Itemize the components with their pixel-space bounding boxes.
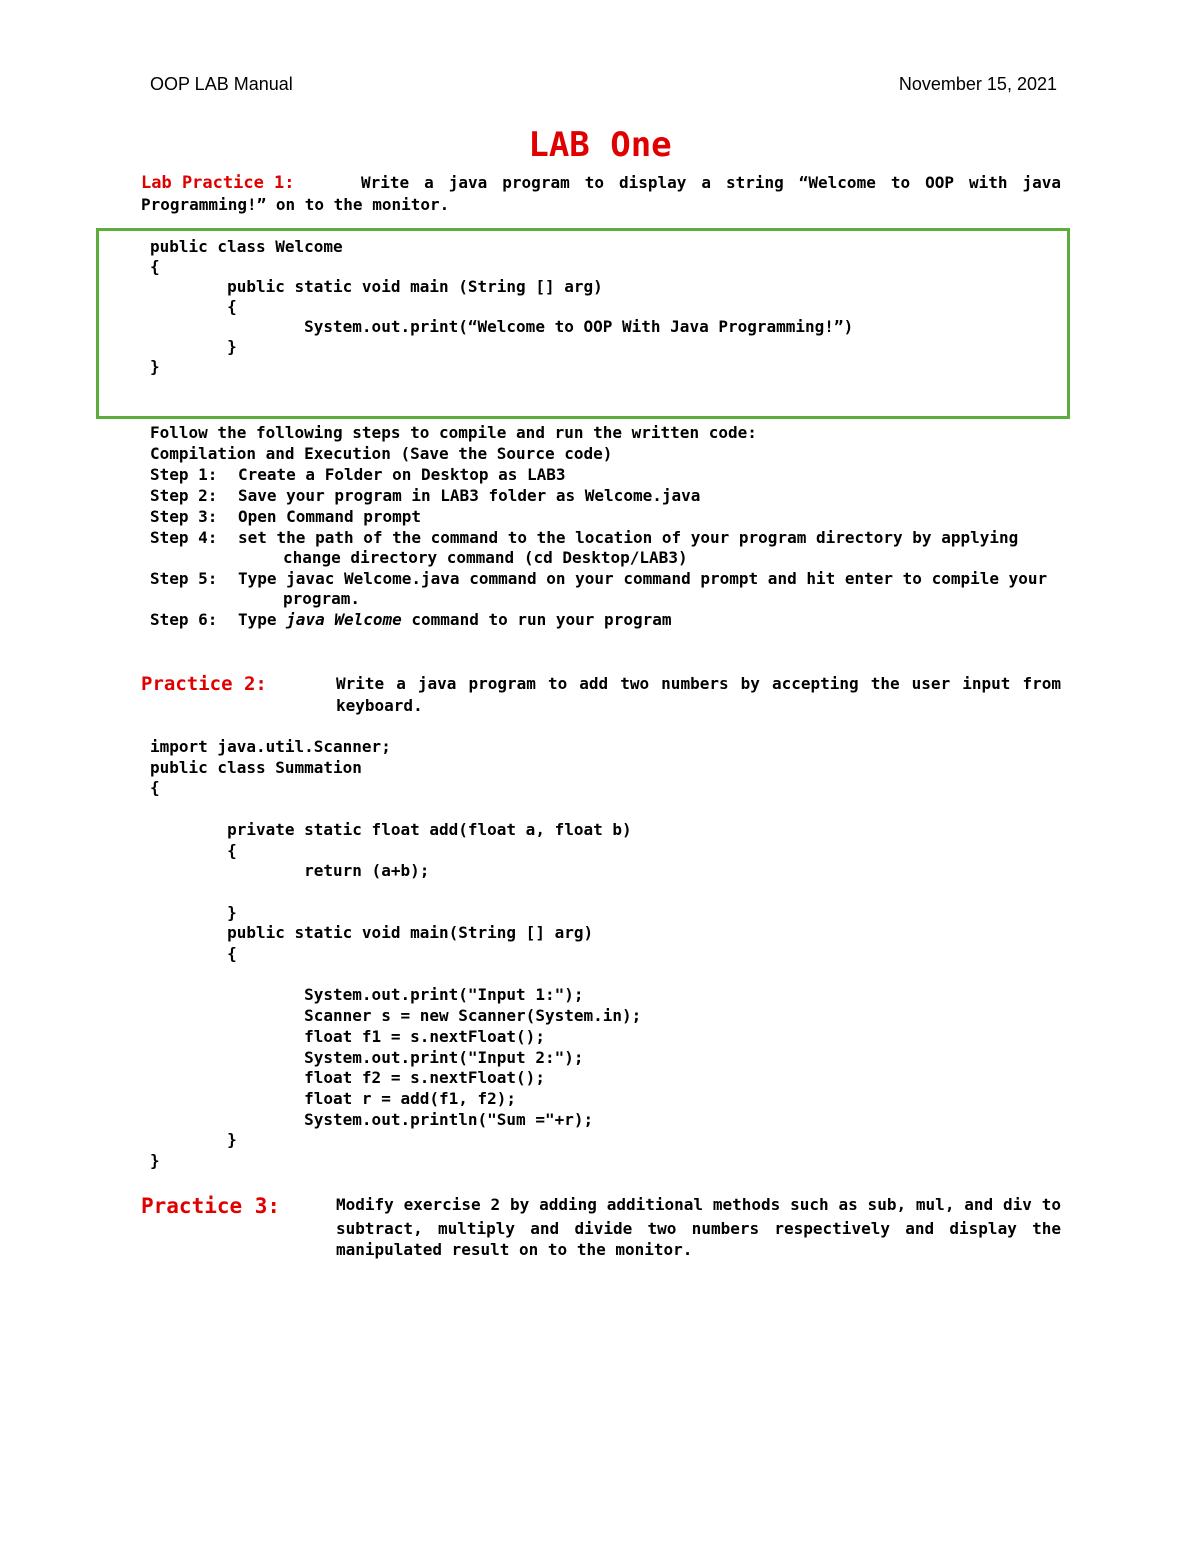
step-label: Step 4: — [150, 528, 218, 547]
practice2-label: Practice 2: — [141, 673, 267, 695]
step-text: command to run your program — [401, 610, 672, 629]
practice1-section — [141, 172, 1061, 215]
code-line: System.out.print("Input 1:"); — [150, 985, 584, 1005]
code-line: System.out.print(“Welcome to OOP With Java Programming!”) — [150, 317, 854, 336]
step-text-italic: java Welcome — [286, 610, 402, 629]
practice3-text-line1: Modify exercise 2 by adding additional methods such as sub, mul, and div to — [336, 1195, 1061, 1214]
code-line: { — [150, 297, 237, 316]
code-line: } — [150, 902, 237, 922]
practice1-text-line1: Write a java program to display a string “Welcome to OOP with java — [361, 173, 1061, 192]
code-line: public class Summation — [150, 757, 362, 777]
step-item — [150, 464, 1060, 485]
code-line: { — [150, 257, 160, 276]
page-title: LAB One — [528, 125, 672, 165]
step-text: Save your program in LAB3 folder as Welcome.java — [238, 486, 701, 505]
code-line: } — [150, 1151, 160, 1171]
step-label: Step 6: — [150, 610, 218, 629]
code-line: return (a+b); — [150, 861, 430, 881]
code-line — [150, 965, 641, 986]
practice3-text-line3: manipulated result on to the monitor. — [336, 1240, 693, 1259]
step-text: Open Command prompt — [238, 507, 422, 526]
code-line: public static void main(String [] arg) — [150, 923, 594, 943]
step-item — [150, 527, 1060, 548]
code-line — [150, 799, 641, 820]
steps-subtitle: Compilation and Execution (Save the Source code) — [150, 444, 613, 463]
code-line: float f2 = s.nextFloat(); — [150, 1068, 545, 1088]
practice3-section — [141, 1194, 1061, 1260]
code-line: public class Welcome — [150, 237, 343, 256]
practice1-text-line2: Programming!” on to the monitor. — [141, 195, 450, 214]
practice2-section — [141, 673, 1061, 716]
header-doc-title: OOP LAB Manual — [150, 74, 293, 94]
step-label: Step 1: — [150, 465, 218, 484]
code-line: Scanner s = new Scanner(System.in); — [150, 1006, 642, 1026]
step-continuation: program. — [283, 589, 361, 608]
practice3-label: Practice 3: — [141, 1194, 281, 1218]
steps-section — [150, 422, 1060, 630]
step-label: Step 5: — [150, 569, 218, 588]
step-item — [150, 568, 1060, 589]
step-text: Create a Folder on Desktop as LAB3 — [238, 465, 566, 484]
steps-intro: Follow the following steps to compile and run the written code: — [150, 423, 757, 442]
code-line: { — [150, 778, 160, 798]
code-line: System.out.print("Input 2:"); — [150, 1047, 584, 1067]
code-line: float f1 = s.nextFloat(); — [150, 1026, 545, 1046]
step-text: set the path of the command to the location of your program directory by applying — [238, 528, 1019, 547]
step-text: Type javac Welcome.java command on your command prompt and hit enter to compile your — [238, 569, 1048, 588]
code-block-summation — [150, 737, 641, 1172]
step-continuation: change directory command (cd Desktop/LAB3) — [283, 548, 688, 567]
step-item — [150, 506, 1060, 527]
code-line: { — [150, 944, 237, 963]
code-line: public static void main (String [] arg) — [150, 277, 603, 296]
code-block-welcome — [150, 237, 853, 377]
code-line: { — [150, 840, 237, 860]
practice2-text-line2: keyboard. — [336, 696, 423, 715]
step-item — [150, 485, 1060, 506]
code-line: } — [150, 357, 160, 376]
practice3-text-line2: subtract, multiply and divide two numbers respectively and display the — [336, 1219, 1061, 1238]
step-text: Type — [238, 610, 287, 629]
code-line: } — [150, 337, 237, 356]
practice2-text-line1: Write a java program to add two numbers by accepting the user input from — [336, 674, 1061, 693]
practice1-label: Lab Practice 1: — [141, 173, 295, 193]
step-label: Step 2: — [150, 486, 218, 505]
code-line: import java.util.Scanner; — [150, 737, 391, 756]
code-line: float r = add(f1, f2); — [150, 1088, 517, 1108]
code-line — [150, 882, 641, 903]
code-line: System.out.println("Sum ="+r); — [150, 1109, 594, 1129]
step-label: Step 3: — [150, 507, 218, 526]
code-line: private static float add(float a, float b) — [150, 819, 632, 839]
code-line: } — [150, 1130, 237, 1150]
header-date: November 15, 2021 — [898, 74, 1057, 94]
step-item — [150, 609, 1060, 630]
